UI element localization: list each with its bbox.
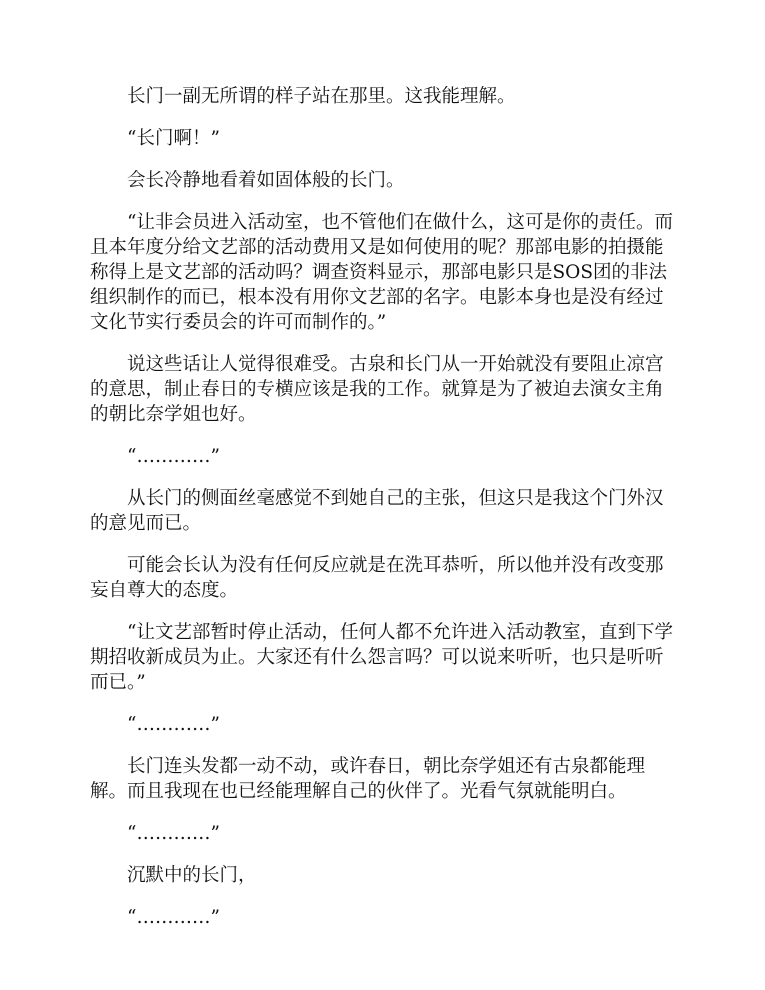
paragraph: “…………” — [127, 714, 220, 735]
paragraph: 长门连头发都一动不动，或许春日，朝比奈学姐还有古泉都能理解。而且我现在也已经能理解自己的伙伴了。光看气氛就能明白。 — [90, 756, 646, 802]
document-body — [90, 84, 680, 947]
paragraph: 沉默中的长门， — [127, 865, 257, 886]
paragraph: “…………” — [127, 907, 220, 928]
paragraph: “让非会员进入活动室，也不管他们在做什么，这可是你的责任。而且本年度分给文艺部的活动费用又是如何使用的呢？那部电影的拍摄能称得上是文艺部的活动吗？调查资料显示，那部电影只是SOS团的非法组织制作的而已，根本没有用你文艺部的名字。电影本身也是没有经过文化节实行委员会的许可而制作的。” — [90, 212, 673, 333]
paragraph: 会长冷静地看着如固体般的长门。 — [127, 170, 405, 191]
paragraph: 从长门的侧面丝毫感觉不到她自己的主张，但这只是我这个门外汉的意见而已。 — [90, 488, 664, 534]
paragraph: “长门啊！” — [127, 128, 220, 149]
paragraph: 可能会长认为没有任何反应就是在洗耳恭听，所以他并没有改变那妄自尊大的态度。 — [90, 555, 664, 601]
paragraph: 说这些话让人觉得很难受。古泉和长门从一开始就没有要阻止凉宫的意思，制止春日的专横应该是我的工作。就算是为了被迫去演女主角的朝比奈学姐也好。 — [90, 354, 664, 425]
paragraph: 长门一副无所谓的样子站在那里。这我能理解。 — [127, 86, 516, 107]
paragraph: “…………” — [127, 823, 220, 844]
paragraph: “…………” — [127, 446, 220, 467]
paragraph: “让文艺部暂时停止活动，任何人都不允许进入活动教室，直到下学期招收新成员为止。大家还有什么怨言吗？可以说来听听，也只是听听而已。” — [90, 622, 673, 693]
